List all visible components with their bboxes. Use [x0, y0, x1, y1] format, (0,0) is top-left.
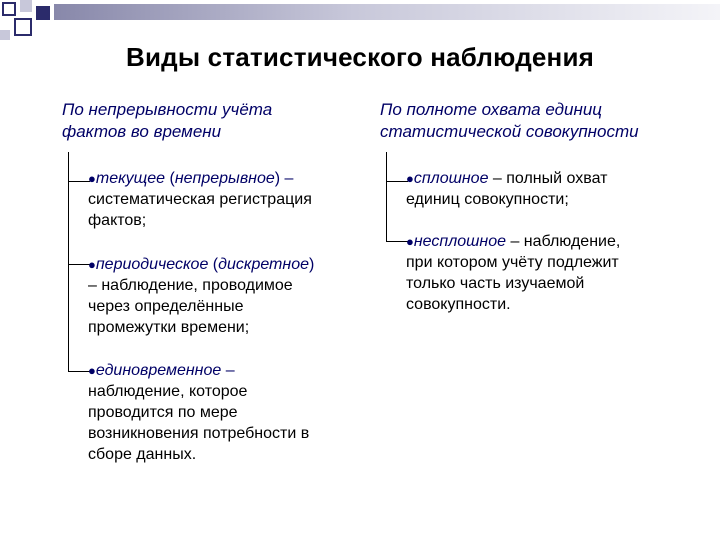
item-line: через определённые [88, 298, 244, 315]
left-heading [62, 99, 272, 143]
item-term: сплошное [413, 170, 489, 187]
item-line: при котором учёту подлежит [406, 254, 619, 271]
right-bracket-vertical [386, 152, 387, 242]
item-line: наблюдение, которое [88, 383, 248, 400]
right-item-2 [406, 231, 706, 315]
left-bracket-tick-1 [68, 181, 90, 182]
left-item-3 [88, 360, 388, 465]
item-term-alt: непрерывное [174, 170, 275, 187]
item-line: систематическая регистрация [88, 191, 312, 208]
right-item-1 [406, 168, 706, 210]
right-bracket-tick-1 [386, 181, 408, 182]
item-line: – наблюдение, проводимое [88, 277, 293, 294]
left-bracket-vertical [68, 152, 69, 372]
right-bracket-tick-2 [386, 241, 408, 242]
item-line: только часть изучаемой [406, 275, 585, 292]
right-heading-line2: статистической совокупности [380, 122, 639, 141]
page-title: Виды статистического наблюдения [125, 42, 595, 72]
left-bracket-tick-2 [68, 264, 90, 265]
left-heading-line1: По непрерывности учёта [62, 100, 273, 119]
item-line: фактов; [88, 212, 147, 229]
item-term: периодическое [95, 256, 209, 273]
item-lead-text: ( [208, 256, 219, 273]
item-lead-text: – наблюдение, [506, 233, 621, 250]
left-item-1 [88, 168, 388, 231]
item-lead-close: ) [308, 256, 315, 273]
item-lead-text: ( [165, 170, 175, 187]
right-heading [380, 99, 639, 143]
item-line: возникновения потребности в [88, 425, 310, 442]
item-line: промежутки времени; [88, 319, 250, 336]
right-heading-line1: По полноте охвата единиц [380, 100, 602, 119]
left-heading-line2: фактов во времени [62, 122, 222, 141]
bullet-icon: ● [88, 363, 96, 378]
bullet-icon: ● [406, 171, 414, 186]
item-lead-close: ) – [274, 170, 294, 187]
item-term: несплошное [413, 233, 506, 250]
item-line: единиц совокупности; [406, 191, 569, 208]
bullet-icon: ● [406, 234, 414, 249]
item-line: совокупности. [406, 296, 511, 313]
item-lead-text: – полный охват [488, 170, 608, 187]
item-term-alt: дискретное [218, 256, 309, 273]
item-line: сборе данных. [88, 446, 197, 463]
bullet-icon: ● [88, 171, 96, 186]
left-bracket-tick-3 [68, 371, 90, 372]
item-term: текущее [95, 170, 166, 187]
item-line: проводится по мере [88, 404, 238, 421]
left-item-2 [88, 254, 388, 338]
bullet-icon: ● [88, 257, 96, 272]
item-lead-text: – [221, 362, 235, 379]
item-term: единовременное [95, 362, 222, 379]
